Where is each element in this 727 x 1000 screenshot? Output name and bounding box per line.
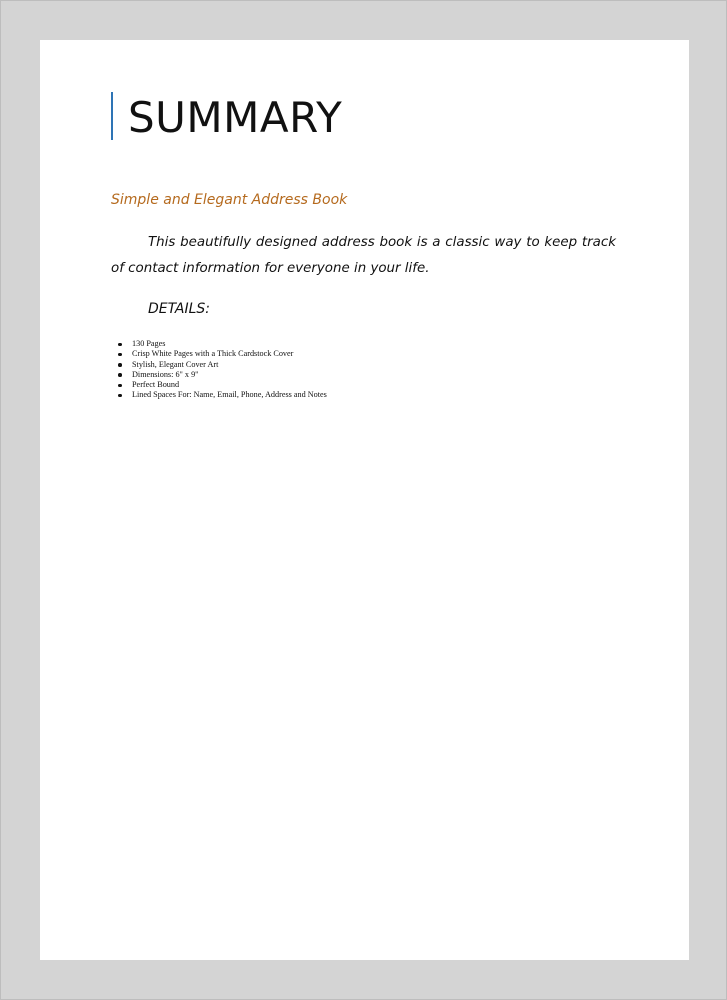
list-item-text: Perfect Bound bbox=[132, 380, 180, 390]
list-item-text: Stylish, Elegant Cover Art bbox=[132, 359, 219, 369]
list-item bbox=[116, 339, 327, 349]
bullet-icon bbox=[118, 343, 122, 347]
page-title: SUMMARY bbox=[128, 93, 343, 142]
details-heading: DETAILS: bbox=[148, 301, 211, 317]
bullet-icon bbox=[118, 353, 122, 357]
bullet-icon bbox=[118, 363, 122, 367]
list-item-text: Crisp White Pages with a Thick Cardstock Cover bbox=[132, 349, 294, 359]
list-item bbox=[116, 349, 327, 359]
description-paragraph: This beautifully designed address book is a classic way to keep track of contact information for everyone in your life. bbox=[111, 235, 616, 276]
bullet-icon bbox=[118, 384, 122, 388]
list-item-text: Lined Spaces For: Name, Email, Phone, Address and Notes bbox=[132, 390, 327, 400]
list-item bbox=[116, 390, 327, 400]
title-accent-bar bbox=[111, 92, 113, 140]
list-item bbox=[116, 380, 327, 390]
bullet-icon bbox=[118, 394, 122, 398]
list-item-text: 130 Pages bbox=[132, 339, 166, 348]
subtitle: Simple and Elegant Address Book bbox=[111, 192, 348, 208]
document-page bbox=[40, 40, 689, 960]
bullet-icon bbox=[118, 373, 122, 377]
list-item bbox=[116, 370, 327, 380]
details-list bbox=[116, 339, 327, 401]
list-item-text: Dimensions: 6" x 9" bbox=[132, 369, 199, 379]
list-item bbox=[116, 360, 327, 370]
